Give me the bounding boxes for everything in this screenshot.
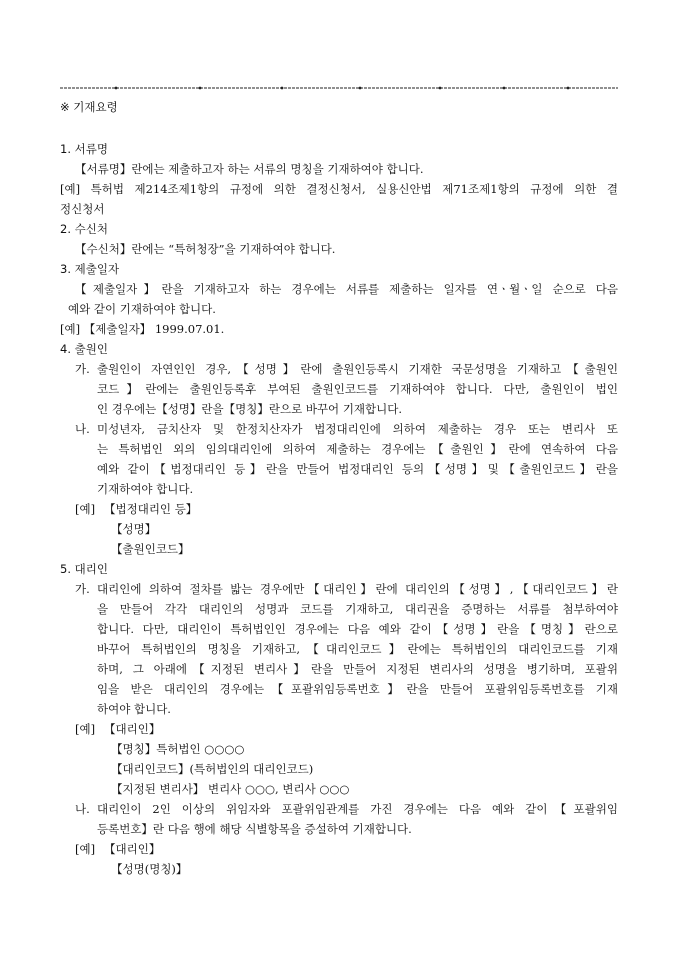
section-5-item-ga-line-7: 하여야 합니다. xyxy=(97,702,171,716)
section-4-item-na-line-4: 기재하여야 합니다. xyxy=(97,482,194,496)
section-5-example-1-line-0: 【대리인】 xyxy=(104,722,161,736)
section-5-example-1-label: [예] xyxy=(75,722,96,736)
section-4-example-line-1: 【법정대리인 등】 xyxy=(104,502,198,516)
section-1-text: 【서류명】란에는 제출하고자 하는 서류의 명칭을 기재하여야 합니다. xyxy=(75,162,424,176)
section-5-item-ga-marker: 가. xyxy=(75,582,90,596)
section-5-item-na-marker: 나. xyxy=(75,802,90,816)
reference-mark: ※ xyxy=(60,100,70,114)
notice-heading xyxy=(60,100,118,114)
section-1-heading: 1. 서류명 xyxy=(60,142,108,156)
section-4-item-na-line-2: 는 특허법인 외의 임의대리인에 의하여 제출하는 경우에는【출원인】란에 연속하여 다음 xyxy=(97,442,618,456)
section-4-example-line-3: 【출원인코드】 xyxy=(111,542,190,556)
section-1-example-line-1: [예] 특허법 제214조제1항의 규정에 의한 결정신청서, 실용신안법 제71조제1항의 규정에 의한 결 xyxy=(60,182,618,196)
section-5-example-1-line-3: 【지정된 변리사】 변리사 ○○○, 변리사 ○○○ xyxy=(111,782,350,796)
section-5-item-ga-line-3: 합니다. 다만, 대리인이 특허법인인 경우에는 다음 예와 같이【성명】란을【명칭】란으로 xyxy=(97,622,618,636)
section-5-example-1-line-2: 【대리인코드】(특허법인의 대리인코드) xyxy=(111,762,314,776)
section-4-item-ga-line-2: 코드】란에는 출원인등록후 부여된 출원인코드를 기재하여야 합니다. 다만, 출원인이 법인 xyxy=(97,382,618,396)
section-5-item-na-line-2: 등록번호】란 다음 행에 해당 식별항목을 증설하여 기재합니다. xyxy=(97,822,412,836)
section-5-item-ga-line-4: 바꾸어 특허법인의 명칭을 기재하고,【대리인코드】란에는 특허법인의 대리인코드를 기재 xyxy=(97,642,618,656)
section-2-heading: 2. 수신처 xyxy=(60,222,108,236)
section-3-text-line-2: 예와 같이 기재하여야 합니다. xyxy=(68,302,216,316)
section-3-text-line-1: 【제출일자】란을 기재하고자 하는 경우에는 서류를 제출하는 일자를 연ㆍ월ㆍ일 순으로 다음 xyxy=(75,282,618,296)
section-2-text: 【수신처】란에는 “특허청장”을 기재하여야 합니다. xyxy=(75,242,336,256)
section-4-example-label: [예] xyxy=(75,502,96,516)
section-3-example: [예] 【제출일자】 1999.07.01. xyxy=(60,322,225,336)
section-4-item-ga-marker: 가. xyxy=(75,362,90,376)
section-5-item-ga-line-6: 임을 받은 대리인의 경우에는【포괄위임등록번호】란을 만들어 포괄위임등록번호를 기재 xyxy=(97,682,618,696)
section-4-heading: 4. 출원인 xyxy=(60,342,108,356)
section-4-item-na-line-1: 미성년자, 금치산자 및 한정치산자가 법정대리인에 의하여 제출하는 경우 또는 변리사 또 xyxy=(97,422,618,436)
section-3-heading: 3. 제출일자 xyxy=(60,262,120,276)
section-4-item-ga-line-1: 출원인이 자연인인 경우,【성명】란에 출원인등록시 기재한 국문성명을 기재하고【출원인 xyxy=(97,362,618,376)
section-5-item-ga-line-5: 하며, 그 아래에【지정된 변리사】란을 만들어 지정된 변리사의 성명을 병기하며, 포괄위 xyxy=(97,662,618,676)
section-5-heading: 5. 대리인 xyxy=(60,562,108,576)
section-5-item-ga-line-2: 을 만들어 각각 대리인의 성명과 코드를 기재하고, 대리권을 증명하는 서류를 첨부하여야 xyxy=(97,602,618,616)
section-5-example-1-line-1: 【명칭】특허법인 ○○○○ xyxy=(111,742,245,756)
section-4-item-na-line-3: 예와 같이【법정대리인 등】란을 만들어 법정대리인 등의【성명】및【출원인코드】란을 xyxy=(97,462,618,476)
perforation-line xyxy=(60,84,618,92)
section-5-example-2-label: [예] xyxy=(75,842,96,856)
section-5-example-2-line-0: 【대리인】 xyxy=(104,842,161,856)
section-4-item-na-marker: 나. xyxy=(75,422,90,436)
section-4-item-ga-line-3: 인 경우에는【성명】란을【명칭】란으로 바꾸어 기재합니다. xyxy=(97,402,403,416)
section-5-example-2-line-1: 【성명(명칭)】 xyxy=(111,862,188,876)
section-4-example-line-2: 【성명】 xyxy=(111,522,157,536)
section-5-item-ga-line-1: 대리인에 의하여 절차를 밟는 경우에만【대리인】란에 대리인의【성명】,【대리인코드】란 xyxy=(97,582,618,596)
section-5-item-na-line-1: 대리인이 2인 이상의 위임자와 포괄위임관계를 가진 경우에는 다음 예와 같이【포괄위임 xyxy=(97,802,618,816)
notice-title: 기재요령 xyxy=(73,100,118,114)
section-1-example-line-2: 정신청서 xyxy=(60,202,105,216)
